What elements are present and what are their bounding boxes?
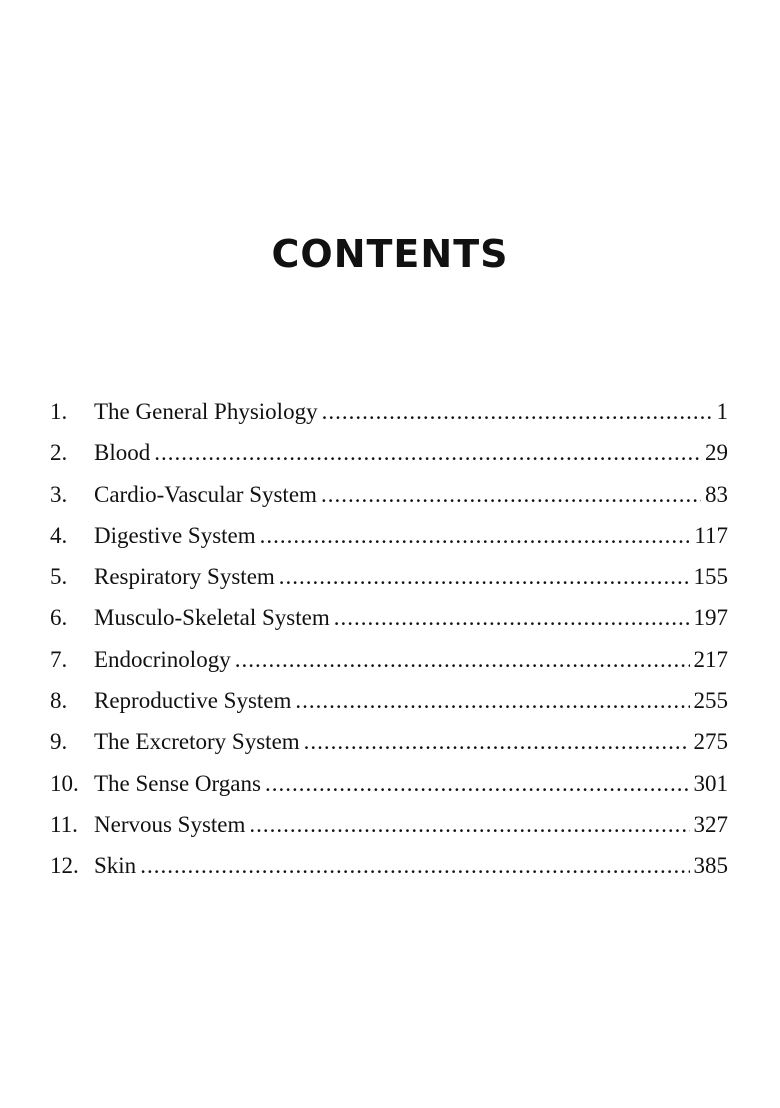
dot-leader <box>304 721 690 762</box>
toc-entry <box>50 474 728 515</box>
dot-leader <box>334 597 690 638</box>
toc-entry-title: Musculo-Skeletal System <box>94 605 330 631</box>
toc-entry-title: Skin <box>94 853 137 879</box>
dot-leader <box>322 391 713 432</box>
dot-leader <box>154 432 701 473</box>
toc-entry-title: Blood <box>94 440 151 466</box>
dot-leader <box>265 763 690 804</box>
toc-entry <box>50 556 728 597</box>
dot-leader <box>140 845 689 886</box>
toc-entry-number: 7. <box>50 646 68 672</box>
page-title: CONTENTS <box>271 232 509 276</box>
dot-leader <box>249 804 689 845</box>
toc-entry-number: 3. <box>50 481 68 507</box>
toc-entry-page: 301 <box>693 770 728 796</box>
toc-entry-number: 10. <box>50 770 79 796</box>
toc-entry-title: Cardio-Vascular System <box>94 481 317 507</box>
toc-entry-page: 155 <box>693 564 728 590</box>
toc-entry-page: 1 <box>716 399 728 424</box>
toc-entry-title: The Excretory System <box>94 729 300 755</box>
toc-entry-page: 255 <box>693 688 728 714</box>
toc-entry-number: 11. <box>50 811 78 837</box>
toc-entry-page: 197 <box>693 605 728 631</box>
toc-entry-page: 29 <box>705 440 728 466</box>
dot-leader <box>235 639 690 680</box>
toc-entry <box>50 432 728 473</box>
toc-entry-title: The Sense Organs <box>94 770 261 796</box>
dot-leader <box>279 556 690 597</box>
toc-entry-page: 327 <box>693 811 728 837</box>
toc-entry <box>50 721 728 762</box>
toc-entry-title: Reproductive System <box>94 688 292 714</box>
toc-entry-title: Endocrinology <box>94 646 231 672</box>
toc-entry-page: 217 <box>693 646 728 672</box>
toc-entry <box>50 597 728 638</box>
dot-leader <box>321 474 701 515</box>
toc-entry-page: 83 <box>705 481 728 507</box>
toc-entry-number: 9. <box>50 729 68 755</box>
toc-entry-number: 8. <box>50 688 68 714</box>
toc-entry-number: 4. <box>50 522 68 548</box>
toc-entry <box>50 391 728 432</box>
toc-entry-page: 385 <box>693 853 728 879</box>
toc-entry <box>50 515 728 556</box>
toc-entry-title: Digestive System <box>94 522 256 548</box>
toc-entry-number: 6. <box>50 605 68 631</box>
dot-leader <box>295 680 689 721</box>
toc-entry <box>50 680 728 721</box>
toc-entry <box>50 804 728 845</box>
dot-leader <box>260 515 691 556</box>
toc-entry-number: 2. <box>50 440 68 466</box>
toc-entry-number: 5. <box>50 564 68 590</box>
toc-entry-number: 1. <box>50 399 68 424</box>
toc-entry <box>50 639 728 680</box>
toc-entry-page: 275 <box>693 729 728 755</box>
toc-entry-number: 12. <box>50 853 79 879</box>
table-of-contents <box>50 391 728 887</box>
toc-entry-page: 117 <box>694 522 728 548</box>
toc-entry-title: The General Physiology <box>94 399 318 424</box>
toc-entry-title: Nervous System <box>94 811 246 837</box>
toc-entry-title: Respiratory System <box>94 564 275 590</box>
toc-entry <box>50 763 728 804</box>
toc-entry <box>50 845 728 886</box>
